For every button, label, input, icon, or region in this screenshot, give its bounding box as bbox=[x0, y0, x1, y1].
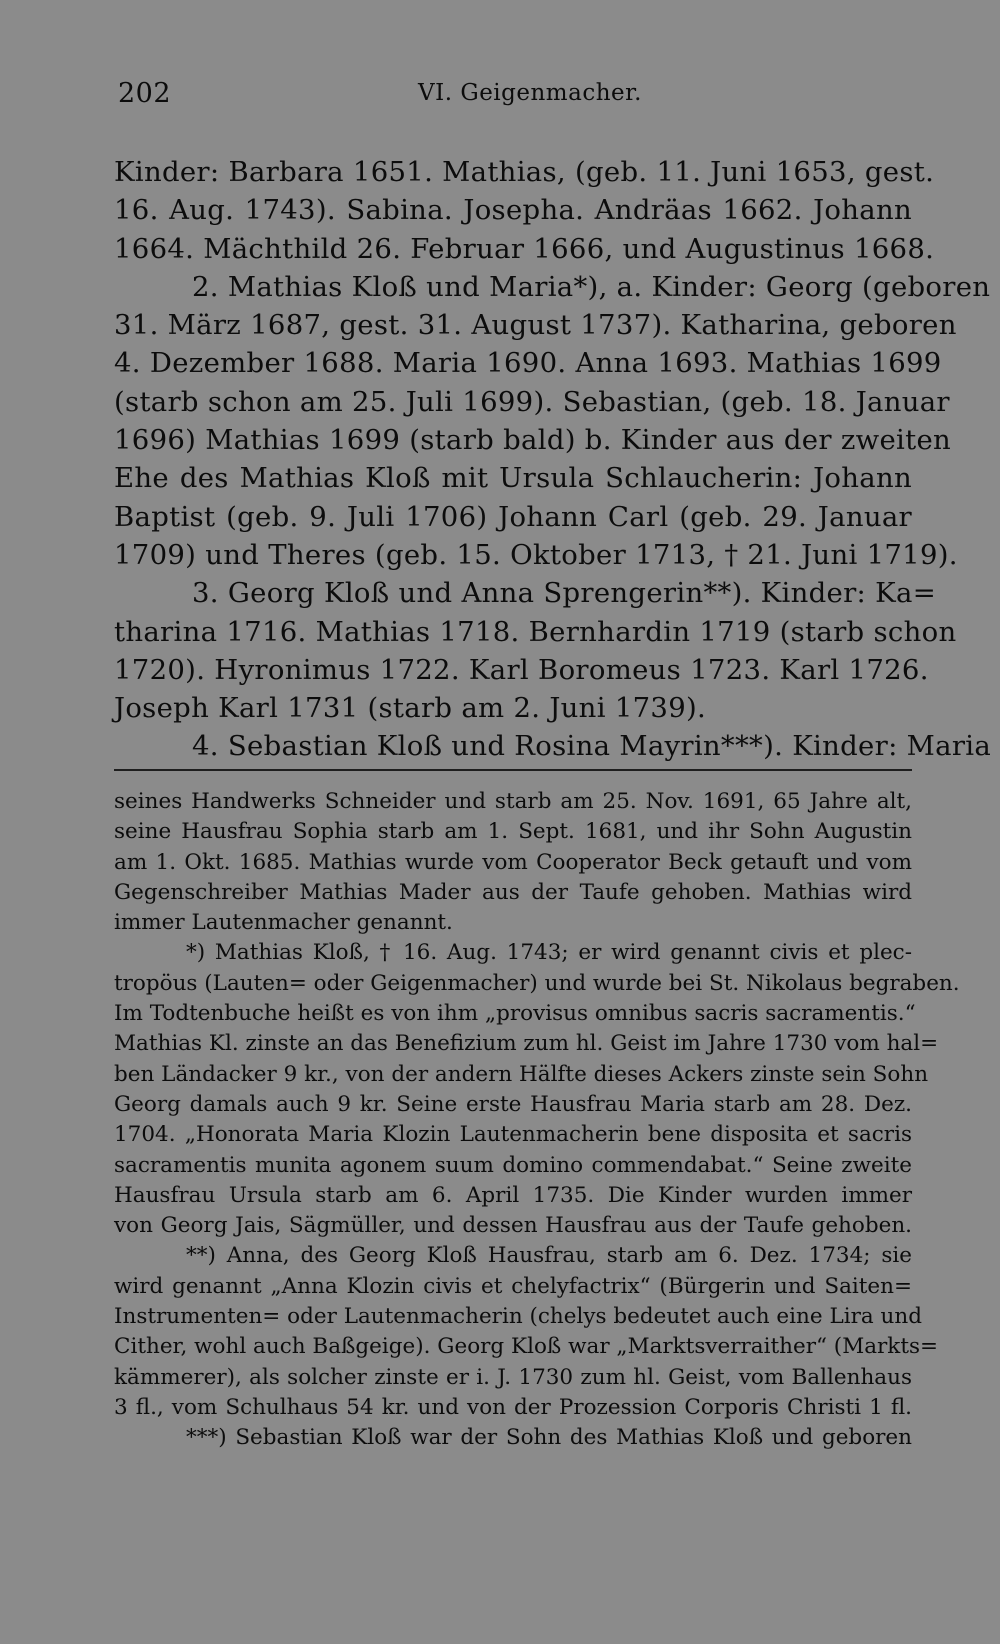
footnote-line: Hausfrau Ursula starb am 6. April 1735. Die Kinder wurden immer bbox=[114, 1182, 912, 1208]
footnote-line: seine Hausfrau Sophia starb am 1. Sept. 1681, und ihr Sohn Augustin bbox=[114, 819, 912, 845]
footnote-line: Im Todtenbuche heißt es von ihm „provisus omnibus sacris sacramentis.“ bbox=[114, 1001, 916, 1027]
text-line: 1709) und Theres (geb. 15. Oktober 1713, † 21. Juni 1719). bbox=[114, 538, 958, 571]
running-head bbox=[118, 78, 912, 118]
text-line: 3. Georg Kloß und Anna Sprengerin**). Kinder: Ka= bbox=[192, 577, 937, 610]
footnote-divider bbox=[114, 769, 912, 771]
footnote-line: seines Handwerks Schneider und starb am 25. Nov. 1691, 65 Jahre alt, bbox=[114, 789, 912, 814]
footnote-line: Gegenschreiber Mathias Mader aus der Taufe gehoben. Mathias wird bbox=[114, 879, 912, 905]
footnote-line: *) Mathias Kloß, † 16. Aug. 1743; er wird genannt civis et plec- bbox=[186, 940, 912, 966]
text-line: Baptist (geb. 9. Juli 1706) Johann Carl (geb. 29. Januar bbox=[114, 500, 912, 533]
text-line: Joseph Karl 1731 (starb am 2. Juni 1739). bbox=[114, 692, 707, 725]
footnote-line: ben Ländacker 9 kr., von der andern Hälfte dieses Ackers zinste sein Sohn bbox=[114, 1061, 929, 1087]
text-line: tharina 1716. Mathias 1718. Bernhardin 1719 (starb schon bbox=[114, 615, 957, 648]
text-line: 1664. Mächthild 26. Februar 1666, und Augustinus 1668. bbox=[114, 232, 935, 265]
footnote-line: Mathias Kl. zinste an das Benefizium zum hl. Geist im Jahre 1730 vom hal= bbox=[114, 1031, 939, 1057]
page-number: 202 bbox=[118, 78, 172, 109]
text-line: 4. Sebastian Kloß und Rosina Mayrin***). Kinder: Maria bbox=[192, 730, 992, 763]
text-line: 1720). Hyronimus 1722. Karl Boromeus 1723. Karl 1726. bbox=[114, 653, 929, 686]
footnote-line: 3 fl., vom Schulhaus 54 kr. und von der Prozession Corporis Christi 1 fl. bbox=[114, 1394, 912, 1420]
text-line: 4. Dezember 1688. Maria 1690. Anna 1693. Mathias 1699 bbox=[114, 347, 942, 380]
footnote-line: 1704. „Honorata Maria Klozin Lautenmacherin bene disposita et sacris bbox=[114, 1122, 912, 1148]
footnote-line: wird genannt „Anna Klozin civis et chelyfactrix“ (Bürgerin und Saiten= bbox=[114, 1273, 912, 1299]
footnote-line: sacramentis munita agonem suum domino commendabat.“ Seine zweite bbox=[114, 1152, 912, 1178]
text-line: Kinder: Barbara 1651. Mathias, (geb. 11. Juni 1653, gest. bbox=[114, 156, 935, 188]
chapter-title: VI. Geigenmacher. bbox=[418, 80, 642, 106]
text-line: (starb schon am 25. Juli 1699). Sebastian, (geb. 18. Januar bbox=[114, 385, 950, 418]
footnote-line: **) Anna, des Georg Kloß Hausfrau, starb am 6. Dez. 1734; sie bbox=[186, 1243, 912, 1269]
footnote-line: immer Lautenmacher genannt. bbox=[114, 910, 453, 936]
footnote-line: ***) Sebastian Kloß war der Sohn des Mathias Kloß und geboren bbox=[186, 1425, 912, 1451]
main-text bbox=[114, 153, 992, 766]
footnote-line: tropöus (Lauten= oder Geigenmacher) und wurde bei St. Nikolaus begraben. bbox=[114, 970, 960, 996]
text-line: 1696) Mathias 1699 (starb bald) b. Kinder aus der zweiten bbox=[114, 424, 952, 457]
footnotes bbox=[114, 787, 960, 1454]
footnote-line: kämmerer), als solcher zinste er i. J. 1730 zum hl. Geist, vom Ballenhaus bbox=[114, 1364, 912, 1390]
text-line: 2. Mathias Kloß und Maria*), a. Kinder: Georg (geboren bbox=[192, 270, 991, 303]
footnote-line: Instrumenten= oder Lautenmacherin (chelys bedeutet auch eine Lira und bbox=[114, 1304, 922, 1330]
text-line: 31. März 1687, gest. 31. August 1737). Katharina, geboren bbox=[114, 309, 957, 342]
footnote-line: am 1. Okt. 1685. Mathias wurde vom Cooperator Beck getauft und vom bbox=[114, 849, 912, 875]
footnote-line: Cither, wohl auch Baßgeige). Georg Kloß war „Marktsverraither“ (Markts= bbox=[114, 1334, 939, 1360]
text-line: 16. Aug. 1743). Sabina. Josepha. Andräas 1662. Johann bbox=[114, 194, 912, 227]
text-line: Ehe des Mathias Kloß mit Ursula Schlaucherin: Johann bbox=[114, 462, 912, 495]
footnote-line: Georg damals auch 9 kr. Seine erste Hausfrau Maria starb am 28. Dez. bbox=[114, 1091, 912, 1117]
footnote-line: von Georg Jais, Sägmüller, und dessen Hausfrau aus der Taufe gehoben. bbox=[114, 1213, 912, 1239]
